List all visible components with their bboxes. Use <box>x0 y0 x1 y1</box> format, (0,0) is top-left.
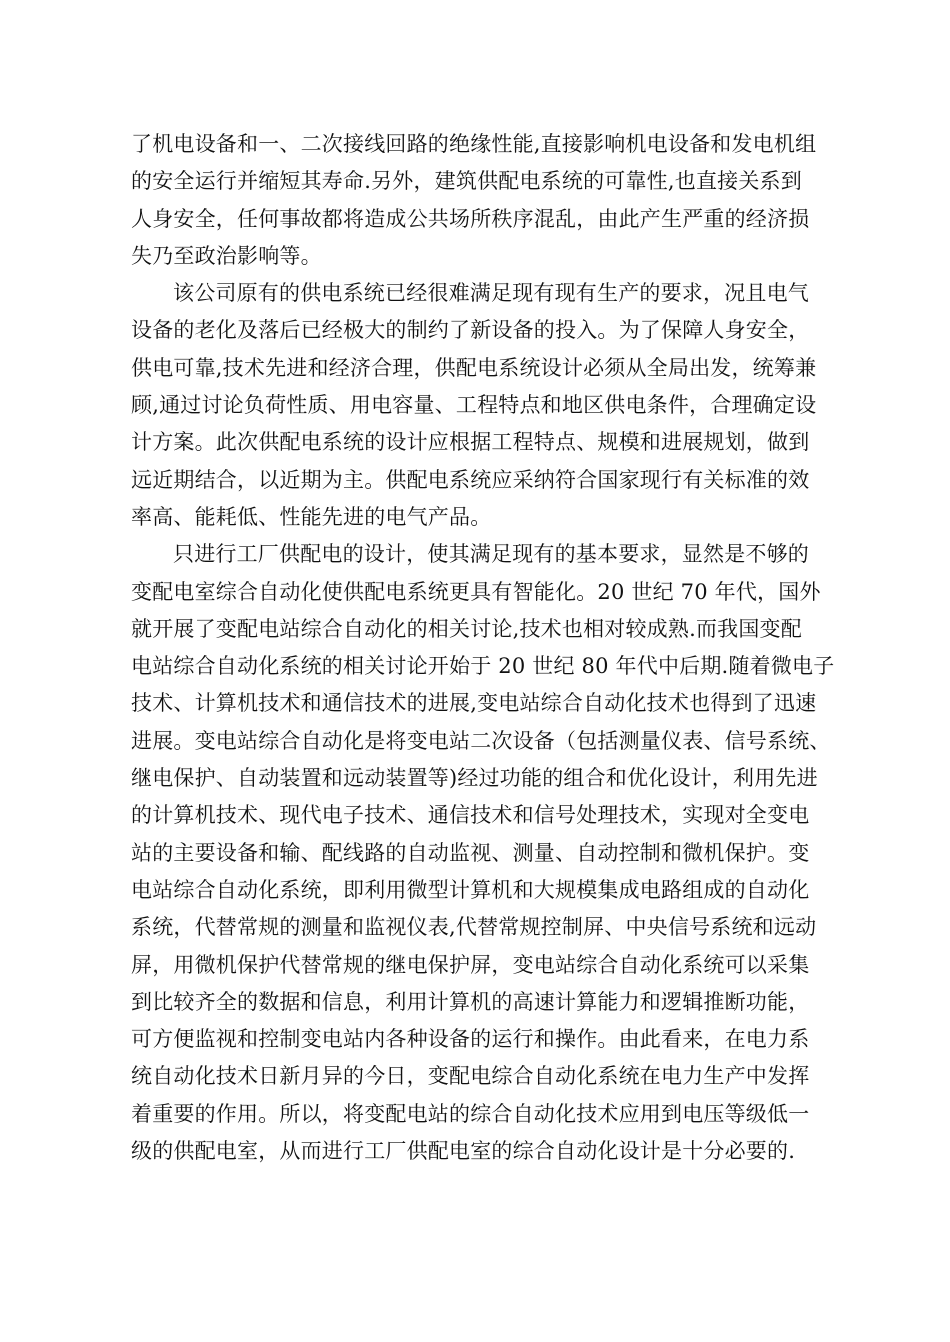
text-line: 电站综合自动化系统的相关讨论开始于 20 世纪 80 年代中后期.随着微电子 <box>131 654 835 679</box>
text-line: 统自动化技术日新月异的今日，变配电综合自动化系统在电力生产中发挥 <box>131 1064 810 1089</box>
text-line: 的安全运行并缩短其寿命.另外，建筑供配电系统的可靠性,也直接关系到 <box>131 169 802 194</box>
text-line: 电站综合自动化系统，即利用微型计算机和大规模集成电路组成的自动化 <box>131 877 810 902</box>
text-line: 继电保护、自动装置和远动装置等)经过功能的组合和优化设计，利用先进 <box>131 766 818 791</box>
text-line: 顾,通过讨论负荷性质、用电容量、工程特点和地区供电条件，合理确定设 <box>131 393 817 418</box>
text-line: 计方案。此次供配电系统的设计应根据工程特点、规模和进展规划，做到 <box>131 430 810 455</box>
text-line: 远近期结合，以近期为主。供配电系统应采纳符合国家现行有关标准的效 <box>131 467 810 492</box>
text-line: 级的供配电室，从而进行工厂供配电室的综合自动化设计是十分必要的. <box>131 1139 796 1164</box>
paragraph-first-line: 只进行工厂供配电的设计，使其满足现有的基本要求，显然是不够的 <box>173 542 809 567</box>
text-line: 系统，代替常规的测量和监视仪表,代替常规控制屏、中央信号系统和远动 <box>131 915 817 940</box>
text-line: 供电可靠,技术先进和经济合理，供配电系统设计必须从全局出发，统筹兼 <box>131 355 817 380</box>
text-line: 到比较齐全的数据和信息，利用计算机的高速计算能力和逻辑推断功能， <box>131 989 810 1014</box>
body-text <box>131 126 853 1170</box>
text-line: 屏，用微机保护代替常规的继电保护屏，变电站综合自动化系统可以采集 <box>131 952 810 977</box>
text-line: 进展。变电站综合自动化是将变电站二次设备（包括测量仪表、信号系统、 <box>131 728 831 753</box>
text-line: 就开展了变配电站综合自动化的相关讨论,技术也相对较成熟.而我国变配 <box>131 616 802 641</box>
text-line: 站的主要设备和输、配线路的自动监视、测量、自动控制和微机保护。变 <box>131 840 810 865</box>
text-line: 的计算机技术、现代电子技术、通信技术和信号处理技术，实现对全变电 <box>131 803 810 828</box>
text-line: 可方便监视和控制变电站内各种设备的运行和操作。由此看来，在电力系 <box>131 1027 810 1052</box>
text-line: 着重要的作用。所以，将变配电站的综合自动化技术应用到电压等级低一 <box>131 1101 810 1126</box>
text-line: 失乃至政治影响等。 <box>131 243 322 268</box>
text-line: 变配电室综合自动化使供配电系统更具有智能化。20 世纪 70 年代，国外 <box>131 579 821 604</box>
paragraph-first-line: 该公司原有的供电系统已经很难满足现有现有生产的要求，况且电气 <box>173 281 809 306</box>
text-line: 人身安全，任何事故都将造成公共场所秩序混乱，由此产生严重的经济损 <box>131 206 810 231</box>
text-line: 技术、计算机技术和通信技术的进展,变电站综合自动化技术也得到了迅速 <box>131 691 817 716</box>
text-line: 率高、能耗低、性能先进的电气产品。 <box>131 504 492 529</box>
text-line: 了机电设备和一、二次接线回路的绝缘性能,直接影响机电设备和发电机组 <box>131 132 817 156</box>
text-line: 设备的老化及落后已经极大的制约了新设备的投入。为了保障人身安全， <box>131 318 810 343</box>
